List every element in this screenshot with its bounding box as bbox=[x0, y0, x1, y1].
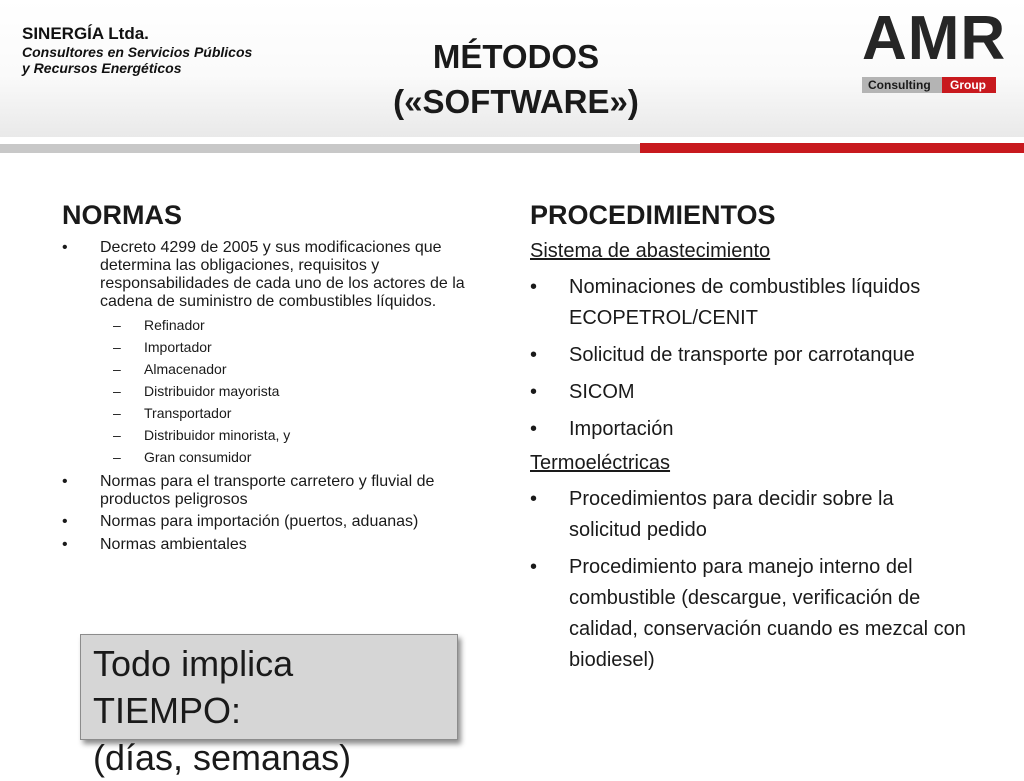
normas-item-text: Normas para el transporte carretero y fluvial de productos peligrosos bbox=[100, 472, 435, 508]
bullet-icon: • bbox=[62, 536, 68, 554]
list-item bbox=[530, 377, 970, 408]
procedure-text: Solicitud de transporte por carrotanque bbox=[569, 344, 915, 366]
bullet-icon: • bbox=[530, 344, 538, 366]
dash-icon: – bbox=[113, 316, 121, 333]
company-subtitle-line-1: Consultores en Servicios Públicos bbox=[22, 43, 253, 60]
actor-text: Distribuidor mayorista bbox=[144, 382, 280, 399]
dash-icon: – bbox=[113, 382, 121, 399]
normas-column bbox=[62, 200, 502, 559]
list-item bbox=[62, 536, 502, 554]
amr-logo bbox=[862, 4, 1012, 96]
header-divider-grey bbox=[0, 144, 640, 153]
dash-icon: – bbox=[113, 338, 121, 355]
abastecimiento-list bbox=[530, 272, 970, 445]
header-divider-red bbox=[640, 143, 1024, 153]
actor-text: Refinador bbox=[144, 316, 205, 333]
procedure-text: SICOM bbox=[569, 381, 635, 403]
company-name: SINERGÍA Ltda. bbox=[22, 24, 149, 43]
bullet-icon: • bbox=[62, 472, 68, 490]
list-item bbox=[62, 239, 502, 468]
procedimientos-column bbox=[530, 200, 970, 682]
callout-line-1: Todo implica TIEMPO: bbox=[93, 643, 294, 731]
bullet-icon: • bbox=[530, 276, 538, 298]
logo-consulting-label: Consulting bbox=[862, 77, 942, 93]
normas-item-text: Normas para importación (puertos, aduanas) bbox=[100, 513, 419, 531]
callout-line-2: (días, semanas) bbox=[93, 736, 352, 778]
dash-icon: – bbox=[113, 426, 121, 443]
actor-text: Gran consumidor bbox=[144, 448, 252, 465]
bullet-icon: • bbox=[62, 239, 68, 256]
list-item bbox=[62, 473, 502, 509]
list-item bbox=[530, 414, 970, 445]
section-heading-abastecimiento: Sistema de abastecimiento bbox=[530, 240, 771, 262]
company-block bbox=[22, 24, 252, 76]
bullet-icon: • bbox=[530, 418, 538, 440]
logo-group-label: Group bbox=[942, 77, 996, 93]
section-heading-termoelectricas: Termoeléctricas bbox=[530, 452, 671, 474]
procedure-text: Importación bbox=[569, 418, 674, 440]
company-subtitle-line-2: y Recursos Energéticos bbox=[22, 59, 182, 76]
normas-item-text: Normas ambientales bbox=[100, 536, 247, 554]
slide-title bbox=[330, 34, 702, 124]
actors-list bbox=[100, 314, 502, 468]
bullet-icon: • bbox=[62, 513, 68, 531]
actor-text: Importador bbox=[144, 338, 212, 355]
bullet-icon: • bbox=[530, 488, 538, 510]
list-item bbox=[530, 340, 970, 371]
logo-tagline-bar bbox=[862, 77, 996, 93]
actor-item bbox=[100, 380, 502, 402]
logo-wordmark: AMR bbox=[862, 4, 1007, 73]
normas-item-text: Decreto 4299 de 2005 y sus modificaciones que determina las obligaciones, requisitos y responsabilidades de cada uno de los actores de la cadena de suministro de combustibles líquidos. bbox=[100, 239, 465, 310]
bullet-icon: • bbox=[530, 556, 538, 578]
normas-list bbox=[62, 239, 502, 554]
list-item bbox=[530, 272, 970, 334]
actor-text: Transportador bbox=[144, 404, 232, 421]
termoelectricas-list bbox=[530, 484, 970, 676]
list-item bbox=[62, 513, 502, 531]
dash-icon: – bbox=[113, 360, 121, 377]
bullet-icon: • bbox=[530, 381, 538, 403]
procedure-text: Procedimiento para manejo interno del combustible (descargue, verificación de calidad, conservación cuando es mezcal con biodiesel) bbox=[569, 556, 966, 671]
slide-title-line-1: MÉTODOS bbox=[432, 38, 600, 75]
slide-title-line-2: («SOFTWARE») bbox=[393, 83, 639, 121]
actor-item bbox=[100, 336, 502, 358]
list-item bbox=[530, 552, 970, 676]
procedure-text: Procedimientos para decidir sobre la solicitud pedido bbox=[569, 488, 894, 541]
actor-item bbox=[100, 358, 502, 380]
dash-icon: – bbox=[113, 448, 121, 465]
actor-item bbox=[100, 402, 502, 424]
dash-icon: – bbox=[113, 404, 121, 421]
actor-text: Almacenador bbox=[144, 360, 227, 377]
time-callout-box bbox=[80, 634, 458, 778]
list-item bbox=[530, 484, 970, 546]
normas-heading: NORMAS bbox=[62, 200, 182, 230]
actor-item bbox=[100, 314, 502, 336]
actor-item bbox=[100, 446, 502, 468]
procedimientos-heading: PROCEDIMIENTOS bbox=[530, 200, 776, 230]
actor-text: Distribuidor minorista, y bbox=[144, 426, 291, 443]
actor-item bbox=[100, 424, 502, 446]
procedure-text: Nominaciones de combustibles líquidos ECOPETROL/CENIT bbox=[569, 276, 921, 329]
